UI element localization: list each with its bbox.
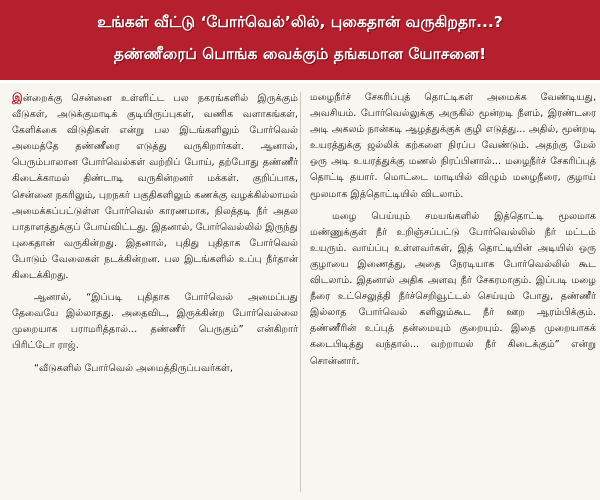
paragraph [12, 290, 298, 354]
left-column [12, 90, 298, 383]
paragraph-text: ஆனால், “இப்படி புதிதாக போர்வெல் அமைப்பது தேவையே இல்லாதது. அதைவிட, இருக்கின்ற போர்வெல்லை முறையாக பராமரித்தால்... தண்ணீர் பெருகும்” என்கிறார் பிரிட்டோ ராஜ். [12, 292, 298, 352]
headline-banner [0, 0, 600, 80]
paragraph-text: “வீடுகளில் போர்வெல் அமைத்திருப்பவர்கள், [34, 362, 233, 374]
paragraph [310, 90, 596, 203]
paragraph [12, 361, 298, 377]
headline-line-2: தண்ணீரைப் பொங்க வைக்கும் தங்கமான யோசனை! [113, 45, 487, 63]
paragraph-text: மழைநீர்ச் சேகரிப்புத் தொட்டிகள் அமைக்க வேண்டியது, அவசியம். போர்வெல்லுக்கு அருகில் மூன்றடி நீளம், இரண்டரை அடி அகலம் நான்கடி ஆழத்துக்குக் குழி எடுத்து... அதில், மூன்றடி உயரத்துக்கு ஜல்லிக் கற்களை நிரப்ப வேண்டும். அதற்கு மேல் ஒரு அடி உயரத்துக்கு மணல் நிரப்பினால்... மழைநீர்ச் சேகரிப்புத் தொட்டி தயார். மொட்டை மாடியில் விழும் மழைநீரை, குழாய் மூலமாக இத்தொட்டியில் விடலாம். [310, 92, 596, 200]
paragraph-text: மழை பெய்யும் சமயங்களில் இத்தொட்டி மூலமாக மண்ணுக்குள் நீர் உறிஞ்சப்பட்டு போர்வெல்லில் நீர் மட்டம் உயரும். வாய்ப்பு உள்ளவர்கள், இத் தொட்டியின் அடியில் ஒரு குழாயை இணைத்து, அதை நேரடியாக போர்வெல்லில் கூட விடலாம். இதனால் அதிக அளவு நீர் சேகரமாகும். இப்படி மழை நீரை உட்செலுத்தி நீர்ச்செறிவூட்டல் செய்யும் போது, தண்ணீர் இல்லாத போர்வெல் களிலும்கூட நீர் ஊற ஆரம்பிக்கும். தண்ணீரின் உப்புத் தன்மையும் குறையும். இதை முறையாகக் கடைபிடித்து வந்தால்... வற்றாமல் நீர் கிடைக்கும்” என்று சொன்னார். [310, 210, 596, 367]
article-body [0, 86, 600, 500]
paragraph [12, 90, 298, 284]
banner-divider [0, 80, 600, 83]
right-column [310, 90, 596, 376]
headline-line-1: உங்கள் வீட்டு ‘போர்வெல்’லில், புகைதான் வருகிறதா...? [97, 13, 503, 31]
paragraph [310, 209, 596, 370]
column-divider [300, 92, 301, 492]
drop-cap: இ [12, 91, 23, 104]
paragraph-text: ன்றைக்கு சென்னை உள்ளிட்ட பல நகரங்களில் இருக்கும் வீடுகள், அடுக்குமாடிக் குடியிருப்புகள், வணிக வளாகங்கள், கேளிக்கை விடுதிகள் என்று பல இடங்களிலும் போர்வெல் அமைத்தே தண்ணீரை எடுத்து வருகிறார்கள். ஆனால், பெரும்பாலான போர்வெல்கள் வற்றிப் போய், தற்போது தண்ணீர் கிடைக்காமல் திண்டாடி வருகின்றனர் மக்கள். குறிப்பாக, சென்னை நகரிலும், புறநகர் பகுதிகளிலும் கணக்கு வழக்கில்லாமல் அமைக்கப்பட்டுள்ள போர்வெல் காரணமாக, நிலத்தடி நீர் அதல பாதாளத்துக்குப் போய்விட்டது. இதனால், போர்வெல்லில் இருந்து புகைதான் வருகின்றது. இதனால், புதிது புதிதாக போர்வெல் போடும் வேலைகள் நடக்கின்றன. பல இடங்களில் உப்பு நீர்தான் கிடைக்கிறது. [12, 93, 298, 282]
